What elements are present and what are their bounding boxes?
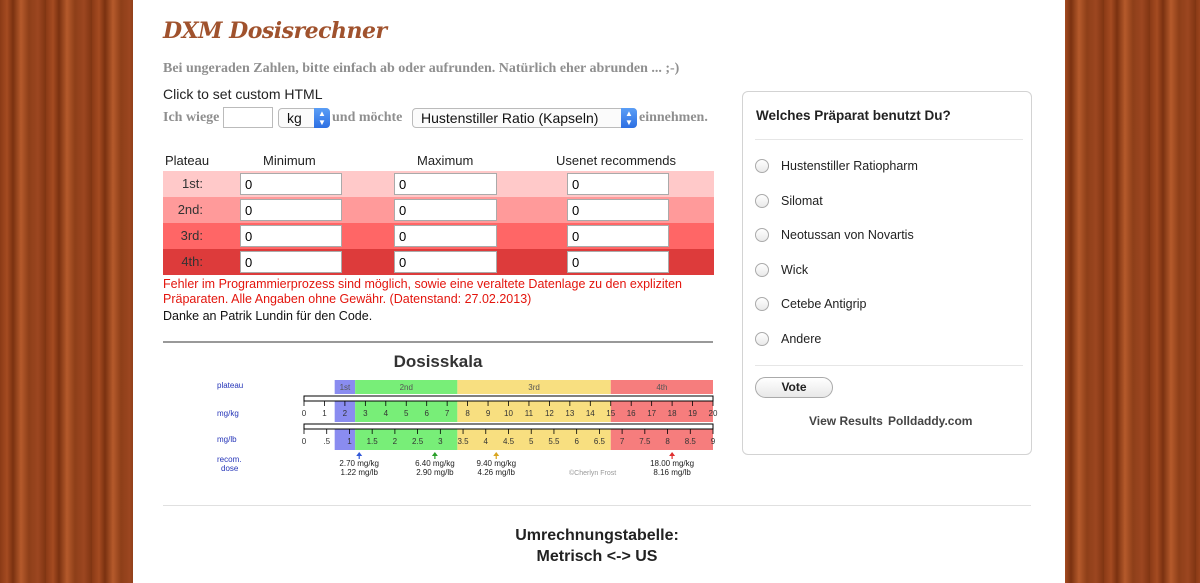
mgkg-tick-label: 6 — [424, 409, 429, 418]
plateau-row-3rd — [163, 223, 714, 249]
mgkg-tick-label: 11 — [524, 409, 534, 418]
row-label: 3rd: — [180, 228, 203, 243]
mglb-tick-label: 3 — [438, 437, 443, 446]
mgkg-tick-label: 20 — [708, 409, 718, 418]
poll-option-label: Cetebe Antigrip — [781, 297, 867, 311]
recommendation-mglb: 2.90 mg/lb — [416, 468, 454, 477]
min-field[interactable] — [240, 173, 342, 195]
header-minimum: Minimum — [263, 153, 316, 168]
min-field[interactable] — [240, 251, 342, 273]
take-label: einnehmen. — [639, 110, 708, 125]
view-results-link[interactable]: View Results — [809, 414, 883, 428]
poll-question: Welches Präparat benutzt Du? — [756, 108, 951, 123]
conversion-table-title — [397, 525, 797, 567]
want-label: und möchte — [332, 110, 403, 125]
mgkg-tick-label: 18 — [667, 409, 677, 418]
mglb-tick-label: 6 — [574, 437, 579, 446]
mgkg-bar — [304, 396, 713, 401]
dosis-scale-title: Dosisskala — [393, 352, 483, 371]
scale-label-plateau: plateau — [217, 381, 244, 390]
row-label: 2nd: — [177, 202, 203, 217]
mgkg-tick-label: 12 — [544, 409, 554, 418]
mgkg-tick-label: 10 — [504, 409, 513, 418]
subtitle: Bei ungeraden Zahlen, bitte einfach ab oder aufrunden. Natürlich eher abrunden ... ;-) — [163, 61, 680, 76]
dosis-scale-image — [211, 376, 718, 480]
weight-input[interactable] — [223, 107, 273, 128]
conversion-title-line-1: Umrechnungstabelle: — [515, 527, 679, 544]
min-field[interactable] — [240, 225, 342, 247]
mgkg-tick-label: 3 — [363, 409, 368, 418]
mglb-tick-label: 7 — [619, 437, 625, 446]
poll-option-label: Silomat — [781, 194, 823, 208]
unit-select[interactable] — [278, 108, 330, 128]
recommendation-mgkg: 9.40 mg/kg — [476, 459, 517, 468]
plateau-row-2nd — [163, 197, 714, 223]
divider — [163, 505, 1031, 506]
max-field[interactable] — [394, 251, 497, 273]
recommendation-arrow-icon — [493, 452, 499, 456]
select-arrows-icon: ▲ ▼ — [621, 108, 637, 128]
mgkg-tick-label: 19 — [688, 409, 698, 418]
polldaddy-link[interactable]: Polldaddy.com — [888, 414, 973, 428]
poll-option-label: Andere — [781, 332, 822, 346]
radio-icon[interactable] — [755, 194, 769, 208]
unit-select-value: kg — [287, 110, 302, 126]
plateau-table — [163, 151, 714, 275]
mglb-tick-label: 4.5 — [502, 437, 515, 446]
vote-button[interactable]: Vote — [755, 377, 833, 398]
mglb-tick-label: 1.5 — [366, 437, 378, 446]
mgkg-tick-label: 15 — [606, 409, 616, 418]
radio-icon[interactable] — [755, 332, 769, 346]
mgkg-tick-label: 14 — [585, 409, 595, 418]
mglb-tick-label: 4 — [483, 437, 489, 446]
recommendation-mglb: 1.22 mg/lb — [340, 468, 378, 477]
poll-divider — [755, 365, 1023, 366]
radio-icon[interactable] — [755, 297, 769, 311]
plateau-box-label: 1st — [339, 383, 351, 392]
recommendation-mgkg: 18.00 mg/kg — [650, 459, 695, 468]
preparation-select-value: Hustenstiller Ratio (Kapseln) — [421, 110, 599, 126]
mgkg-tick-label: 0 — [301, 409, 307, 418]
mglb-tick-label: 6.5 — [593, 437, 605, 446]
recommendation-mgkg: 6.40 mg/kg — [415, 459, 455, 468]
scale-label-mglb: mg/lb — [217, 435, 237, 444]
mglb-tick-label: 3.5 — [457, 437, 469, 446]
plateau-row-1st — [163, 171, 714, 197]
weigh-label: Ich wiege — [163, 110, 220, 125]
mglb-tick-label: 7.5 — [639, 437, 651, 446]
header-usenet: Usenet recommends — [556, 153, 676, 168]
recommendation-mglb: 4.26 mg/lb — [477, 468, 515, 477]
row-label: 1st: — [182, 176, 203, 191]
conversion-title-line-2: Metrisch <-> US — [536, 548, 658, 565]
poll-option-label: Neotussan von Novartis — [781, 228, 914, 242]
mglb-tick-label: 8 — [665, 437, 670, 446]
usenet-field[interactable] — [567, 251, 669, 273]
mgkg-tick-label: 1 — [322, 409, 327, 418]
mglb-tick-label: 8.5 — [684, 437, 696, 446]
mgkg-tick-label: 7 — [444, 409, 450, 418]
divider — [163, 341, 713, 343]
row-label: 4th: — [181, 254, 203, 269]
mglb-tick-label: 0 — [301, 437, 307, 446]
recommendation-arrow-icon — [669, 452, 675, 456]
poll-option-label: Wick — [781, 263, 809, 277]
scale-label-mgkg: mg/kg — [217, 409, 239, 418]
mgkg-tick-label: 9 — [485, 409, 491, 418]
recommendation-arrow-icon — [432, 452, 438, 456]
mglb-tick-label: 1 — [347, 437, 352, 446]
recommendation-mglb: 8.16 mg/lb — [653, 468, 691, 477]
mglb-tick-label: 5 — [528, 437, 534, 446]
mglb-tick-label: 9 — [710, 437, 716, 446]
max-field[interactable] — [394, 173, 497, 195]
plateau-table-header — [163, 151, 714, 171]
radio-icon[interactable] — [755, 159, 769, 173]
poll-widget — [742, 91, 1032, 455]
scale-label-dose: dose — [221, 464, 239, 473]
usenet-field[interactable] — [567, 173, 669, 195]
header-plateau: Plateau — [165, 153, 210, 168]
radio-icon[interactable] — [755, 263, 769, 277]
recommendation-mgkg: 2.70 mg/kg — [339, 459, 380, 468]
mgkg-tick-label: 16 — [626, 409, 636, 418]
mglb-tick-label: 2.5 — [412, 437, 424, 446]
mgkg-tick-label: 2 — [342, 409, 348, 418]
max-field[interactable] — [394, 199, 497, 221]
plateau-box-label: 2nd — [399, 383, 413, 392]
preparation-select[interactable] — [412, 108, 637, 128]
recommendation-arrow-icon — [356, 452, 362, 456]
mglb-bar — [304, 424, 713, 429]
plateau-box-label: 3rd — [528, 383, 540, 392]
disclaimer-warning: Fehler im Programmierprozess sind möglich, sowie eine veraltete Datenlage zu den expliziten Präparaten. Alle Angaben ohne Gewähr. (Datenstand: 27.02.2013) — [163, 277, 682, 306]
content-page — [133, 0, 1065, 583]
scale-credit: ©Cherlyn Frost — [569, 470, 617, 477]
min-field[interactable] — [240, 199, 342, 221]
mgkg-tick-label: 5 — [404, 409, 409, 418]
custom-html-placeholder[interactable]: Click to set custom HTML — [163, 86, 323, 102]
max-field[interactable] — [394, 225, 497, 247]
radio-icon[interactable] — [755, 228, 769, 242]
mgkg-tick-label: 8 — [465, 409, 470, 418]
thanks-note: Danke an Patrik Lundin für den Code. — [163, 309, 373, 323]
header-maximum: Maximum — [417, 153, 474, 168]
select-arrows-icon: ▲ ▼ — [314, 108, 330, 128]
mgkg-tick-label: 13 — [565, 409, 575, 418]
plateau-row-4th — [163, 249, 714, 275]
usenet-field[interactable] — [567, 225, 669, 247]
usenet-field[interactable] — [567, 199, 669, 221]
mglb-tick-label: .5 — [323, 437, 331, 446]
mgkg-tick-label: 4 — [383, 409, 389, 418]
mgkg-tick-label: 17 — [647, 409, 657, 418]
mglb-tick-label: 5.5 — [548, 437, 560, 446]
plateau-box-label: 4th — [656, 383, 668, 392]
poll-divider — [755, 139, 1023, 140]
site-title: DXM Dosisrechner — [163, 18, 387, 44]
mglb-tick-label: 2 — [392, 437, 398, 446]
poll-option-label: Hustenstiller Ratiopharm — [781, 159, 918, 173]
scale-label-recom: recom. — [217, 455, 242, 464]
